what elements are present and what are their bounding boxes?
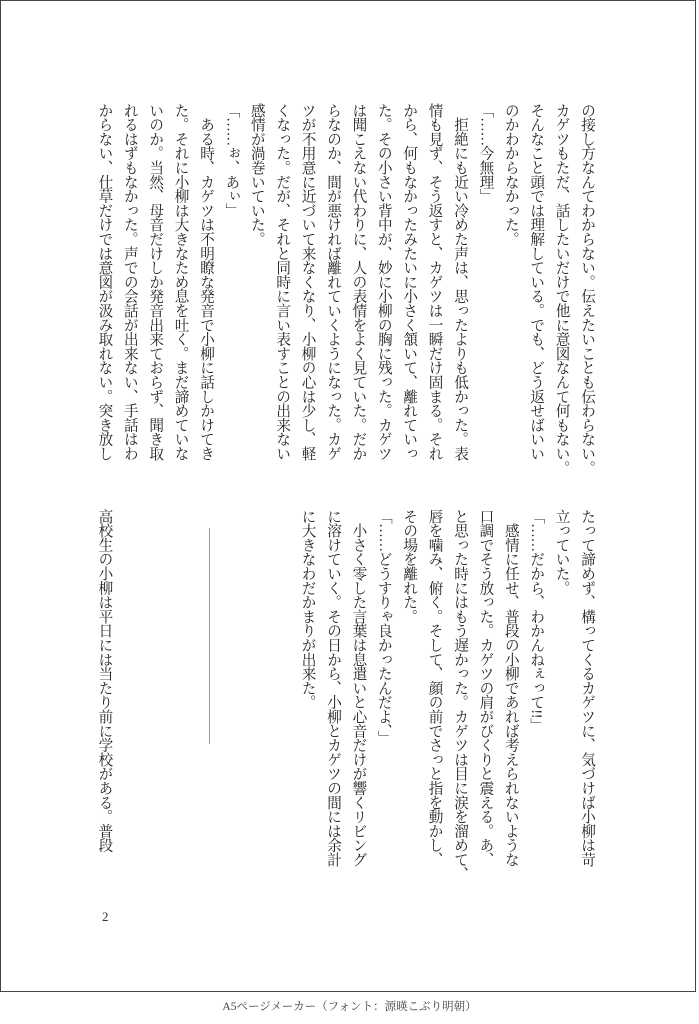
- lower-text-block: [91, 509, 599, 883]
- text-column: 拒絶にも近い冷めた声は、思ったよりも低かった。表: [452, 103, 468, 461]
- text-column: そんなこと頭では理解している。でも、どう返せばいい: [528, 103, 545, 461]
- text-column: 唇を噛み、俯く。そして、顔の前でさっと指を動かし、: [426, 509, 443, 867]
- text-column: 情も見ず、そう返すと、カゲツは一瞬だけ固まる。それ: [426, 103, 443, 461]
- text-column: 「……どうすりゃ良かったんだよ、」: [375, 509, 392, 745]
- text-column: 小さく零した言葉は息遣いと心音だけが響くリビング: [350, 509, 367, 867]
- text-column: 口調でそう放った。カゲツの肩がびくりと震える。あ、: [477, 509, 494, 867]
- scene-separator-line: [209, 528, 210, 744]
- text-column: れるはずもなかった。声での会話が出来ない、手話はわ: [121, 103, 138, 461]
- text-column: に大きなわだかまりが出来た。: [299, 509, 316, 710]
- text-column: ツが不用意に近づいて来なくなり、小柳の心は少し、軽: [299, 103, 316, 461]
- text-column: は聞こえない代わりに、人の表情をよく見ていた。だか: [350, 103, 367, 461]
- text-column: に溶けていく。その日から、小柳とカゲツの間には余計: [325, 509, 341, 867]
- text-column: たって諦めず、構ってくるカゲツに、気づけば小柳は苛: [579, 509, 595, 867]
- text-column: 「……だから、わかんねぇって!!」: [528, 509, 545, 733]
- text-column: いのか。当然、母音だけしか発音出来ておらず、聞き取: [147, 103, 164, 461]
- text-column: らなのか、間が悪ければ離れていくようになった。カゲ: [325, 103, 341, 461]
- text-column: た。それに小柳は大きなため息を吐く。まだ諦めていな: [172, 103, 189, 461]
- text-column: ある時、カゲツは不明瞭な発音で小柳に話しかけてき: [198, 103, 214, 461]
- text-column: 「……ぉ、あぃ」: [223, 103, 240, 218]
- text-column: 感情に任せ、普段の小柳であれば考えられないような: [502, 509, 519, 867]
- text-column: 感情が渦巻いていた。: [248, 103, 265, 247]
- text-column: カゲツもただ、話したいだけで他に意図なんて何もない。: [553, 103, 570, 475]
- text-column: 高校生の小柳は平日には当たり前に学校がある。普段: [96, 509, 113, 853]
- text-column: からない、仕草だけでは意図が汲み取れない。突き放し: [96, 103, 113, 461]
- footer-credit: A5ページメーカー（フォント：源暎こぶり明朝）: [222, 1001, 477, 1013]
- text-column: 立っていた。: [553, 509, 570, 595]
- text-column: と思った時にはもう遅かった。カゲツは目に涙を溜めて、: [452, 509, 468, 881]
- text-column: 「……今無理」: [477, 103, 494, 204]
- text-column: くなった。だが、それと同時に言い表すことの出来ない: [274, 103, 291, 461]
- upper-text-block: [91, 103, 599, 475]
- text-column: の接し方なんてわからない。伝えたいことも伝わらない。: [579, 103, 595, 475]
- text-column: た。その小さい背中が、妙に小柳の胸に残った。カゲツ: [375, 103, 392, 461]
- text-column: のかわからなかった。: [502, 103, 519, 247]
- page-number: 2: [102, 909, 109, 924]
- text-column: その場を離れた。: [401, 509, 418, 624]
- text-column: から、何もなかったみたいに小さく頷いて、離れていっ: [401, 103, 418, 461]
